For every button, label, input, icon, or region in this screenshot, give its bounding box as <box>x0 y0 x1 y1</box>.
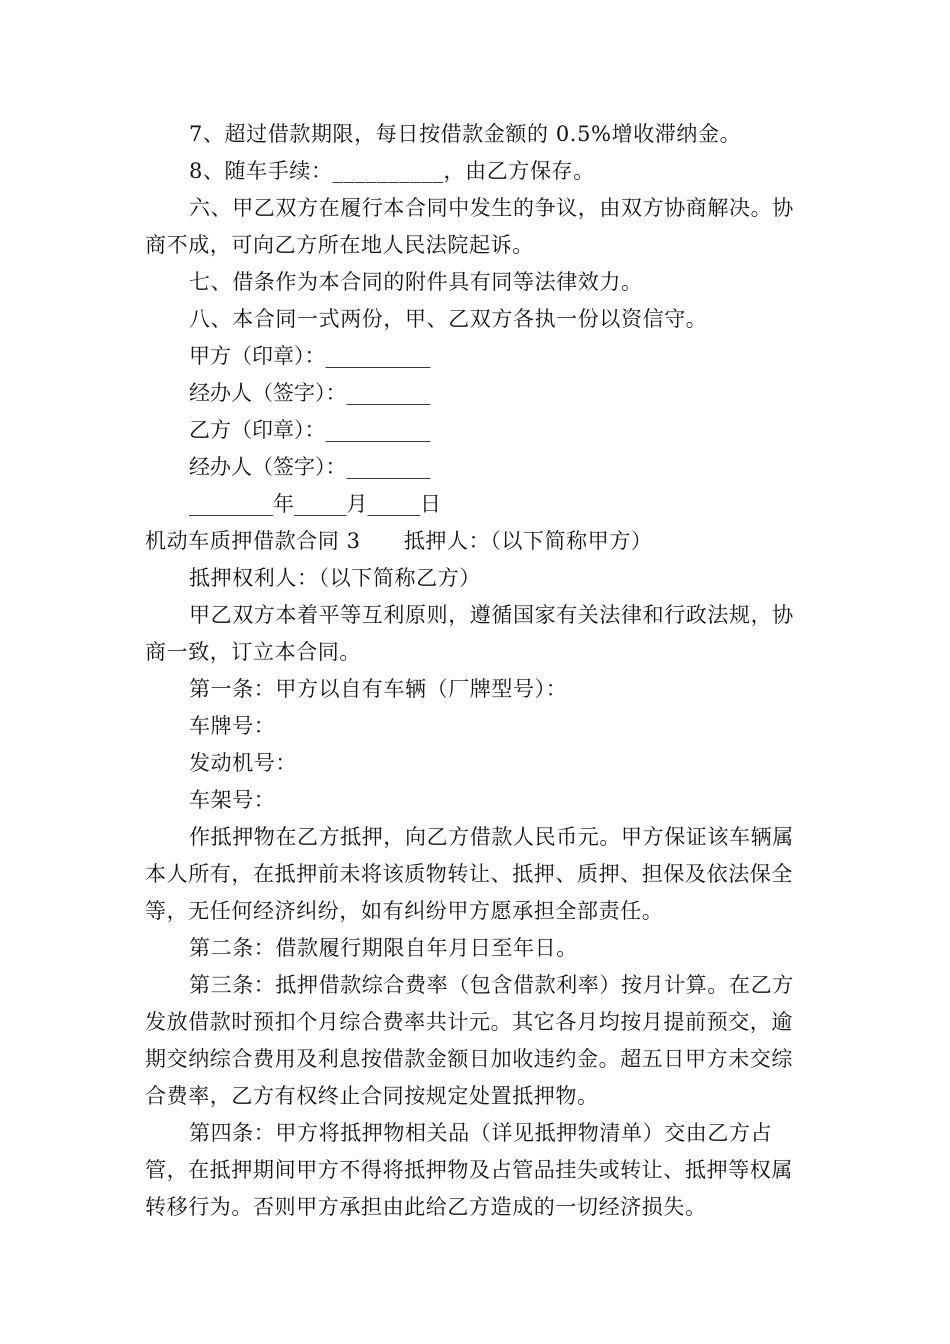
article-7-iou-attachment: 七、借条作为本合同的附件具有同等法律效力。 <box>189 270 643 294</box>
party-a-seal-line: 甲方（印章）：__________ <box>189 344 431 368</box>
frame-number-line: 车架号： <box>189 788 276 812</box>
date-line: ________年_____月_____日 <box>189 492 441 516</box>
clause-7-late-fee: 7、超过借款期限，每日按借款金额的 0.5%增收滞纳金。 <box>189 122 742 146</box>
clause-8-vehicle-documents: 8、随车手续：__________，由乙方保存。 <box>189 159 595 183</box>
article-3-fees: 第三条：抵押借款综合费率（包含借款利率）按月计算。在乙方发放借款时预扣个月综合费率共计元。其它各月均按月提前预交，逾期交纳综合费用及利息按借款金额日加收违约金。超五日甲方未交综合费率，乙方有权终止合同按规定处置抵押物。 <box>145 973 794 1108</box>
engine-number-line: 发动机号： <box>189 751 297 775</box>
article-1-vehicle-model: 第一条：甲方以自有车辆（厂牌型号）： <box>189 677 568 701</box>
collateral-statement: 作抵押物在乙方抵押，向乙方借款人民币元。甲方保证该车辆属本人所有，在抵押前未将该质物转让、抵押、质押、担保及依法保全等，无任何经济纠纷，如有纠纷甲方愿承担全部责任。 <box>145 825 794 923</box>
document-body <box>145 116 810 1226</box>
party-a-agent-signature-line: 经办人（签字）：________ <box>189 381 431 405</box>
article-6-disputes: 六、甲乙双方在履行本合同中发生的争议，由双方协商解决。协商不成，可向乙方所在地人民法院起诉。 <box>145 196 794 257</box>
preamble: 甲乙双方本着平等互利原则，遵循国家有关法律和行政法规，协商一致，订立本合同。 <box>145 603 794 664</box>
party-b-seal-line: 乙方（印章）：__________ <box>189 418 431 442</box>
mortgagee-line: 抵押权利人：（以下简称乙方） <box>189 566 481 590</box>
article-4-custody: 第四条：甲方将抵押物相关品（详见抵押物清单）交由乙方占管，在抵押期间甲方不得将抵押物及占管品挂失或转让、抵押等权属转移行为。否则甲方承担由此给乙方造成的一切经济损失。 <box>145 1121 793 1219</box>
plate-number-line: 车牌号： <box>189 714 276 738</box>
party-b-agent-signature-line: 经办人（签字）：________ <box>189 455 431 479</box>
article-2-term: 第二条：借款履行期限自年月日至年日。 <box>189 936 578 960</box>
contract-3-heading: 机动车质押借款合同 3 抵押人：（以下简称甲方） <box>145 529 653 553</box>
article-8-copies: 八、本合同一式两份，甲、乙双方各执一份以资信守。 <box>189 307 708 331</box>
